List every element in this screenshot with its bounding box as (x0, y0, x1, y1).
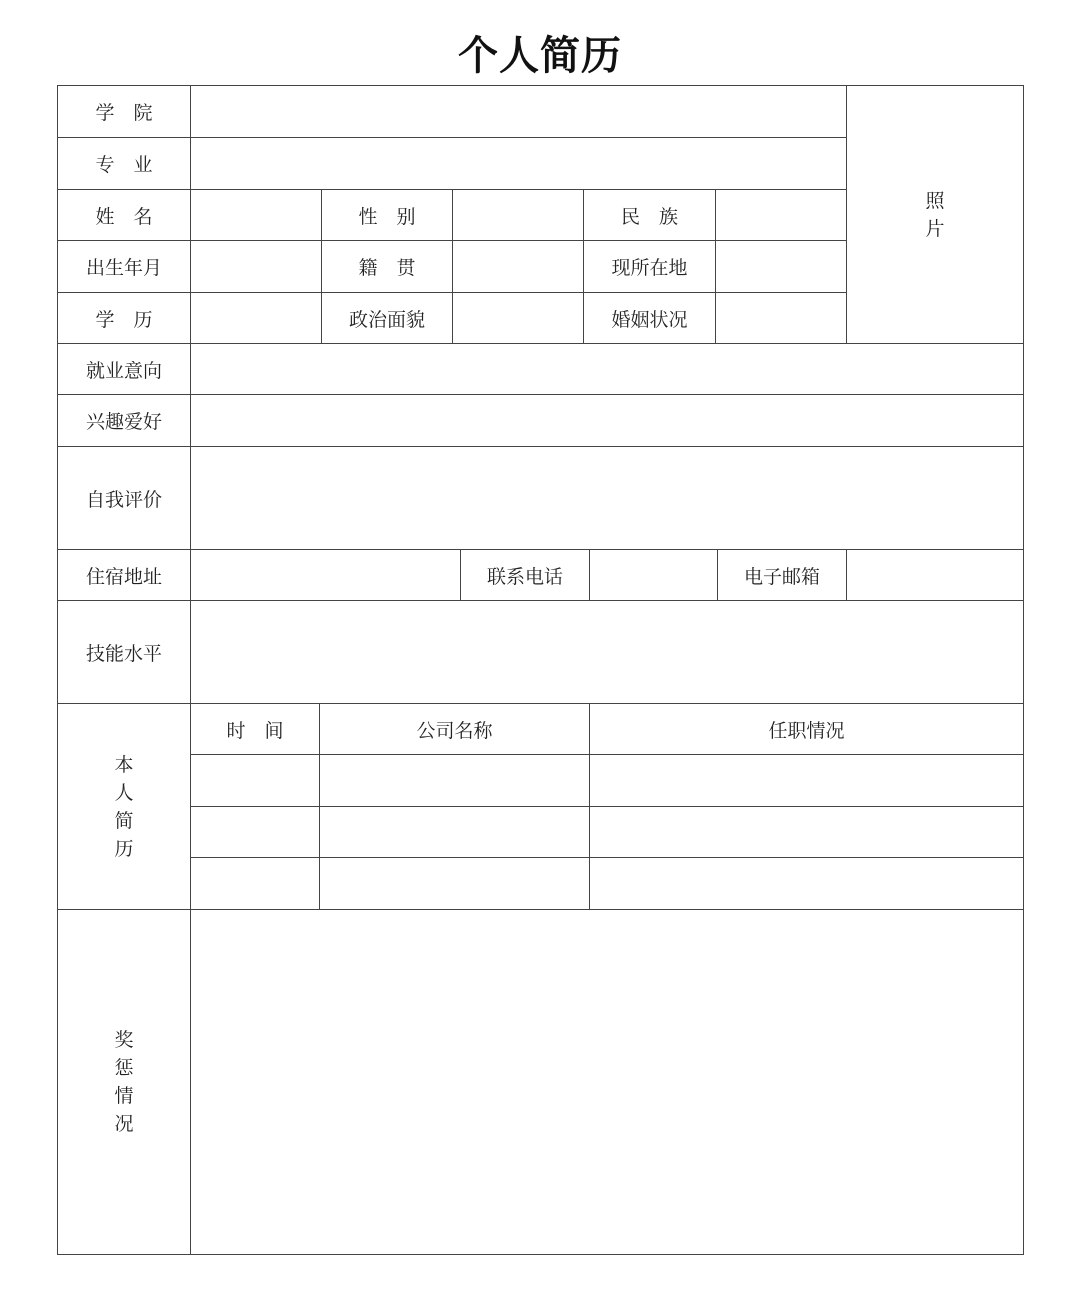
education-field[interactable] (190, 292, 321, 343)
experience-position-cell[interactable] (589, 857, 1024, 909)
college-field[interactable] (190, 85, 846, 137)
birth-label: 出生年月 (57, 240, 190, 292)
phone-label: 联系电话 (460, 549, 589, 600)
native-place-field[interactable] (452, 240, 583, 292)
phone-field[interactable] (589, 549, 717, 600)
marital-status-field[interactable] (715, 292, 846, 343)
experience-header-company: 公司名称 (319, 703, 589, 754)
experience-position-cell[interactable] (589, 806, 1024, 857)
major-label: 专 业 (57, 137, 190, 189)
residence-field[interactable] (715, 240, 846, 292)
native-place-label: 籍 贯 (321, 240, 452, 292)
name-field[interactable] (190, 189, 321, 240)
skills-field[interactable] (190, 600, 1024, 703)
experience-company-cell[interactable] (319, 806, 589, 857)
political-status-label: 政治面貌 (321, 292, 452, 343)
experience-time-cell[interactable] (190, 806, 319, 857)
address-label: 住宿地址 (57, 549, 190, 600)
ethnicity-field[interactable] (715, 189, 846, 240)
awards-label-char: 况 (114, 1113, 134, 1135)
resume-label-char: 历 (114, 837, 134, 860)
awards-label-char: 奖 (114, 1029, 134, 1051)
experience-header-position: 任职情况 (589, 703, 1024, 754)
self-evaluation-label: 自我评价 (57, 446, 190, 549)
photo-box[interactable] (846, 85, 1024, 343)
career-intent-field[interactable] (190, 343, 1024, 394)
awards-label (57, 909, 190, 1255)
experience-position-cell[interactable] (589, 754, 1024, 806)
education-label: 学 历 (57, 292, 190, 343)
awards-label-char: 情 (114, 1085, 134, 1107)
political-status-field[interactable] (452, 292, 583, 343)
photo-label-char: 照 (925, 189, 945, 212)
awards-field[interactable] (190, 909, 1024, 1255)
experience-time-cell[interactable] (190, 857, 319, 909)
hobbies-field[interactable] (190, 394, 1024, 446)
address-field[interactable] (190, 549, 460, 600)
experience-company-cell[interactable] (319, 754, 589, 806)
gender-field[interactable] (452, 189, 583, 240)
resume-label-char: 简 (114, 809, 134, 832)
page-title: 个人简历 (458, 32, 622, 79)
email-field[interactable] (846, 549, 1024, 600)
skills-label: 技能水平 (57, 600, 190, 703)
major-field[interactable] (190, 137, 846, 189)
email-label: 电子邮箱 (717, 549, 846, 600)
hobbies-label: 兴趣爱好 (57, 394, 190, 446)
residence-label: 现所在地 (583, 240, 715, 292)
gender-label: 性 别 (321, 189, 452, 240)
marital-status-label: 婚姻状况 (583, 292, 715, 343)
resume-label-char: 本 (114, 753, 134, 776)
ethnicity-label: 民 族 (583, 189, 715, 240)
awards-label-char: 惩 (114, 1057, 134, 1079)
photo-label-char: 片 (925, 217, 945, 240)
birth-field[interactable] (190, 240, 321, 292)
experience-company-cell[interactable] (319, 857, 589, 909)
name-label: 姓 名 (57, 189, 190, 240)
career-intent-label: 就业意向 (57, 343, 190, 394)
resume-label (57, 703, 190, 909)
college-label: 学 院 (57, 85, 190, 137)
experience-time-cell[interactable] (190, 754, 319, 806)
resume-label-char: 人 (114, 781, 134, 804)
self-evaluation-field[interactable] (190, 446, 1024, 549)
experience-header-time: 时 间 (190, 703, 319, 754)
